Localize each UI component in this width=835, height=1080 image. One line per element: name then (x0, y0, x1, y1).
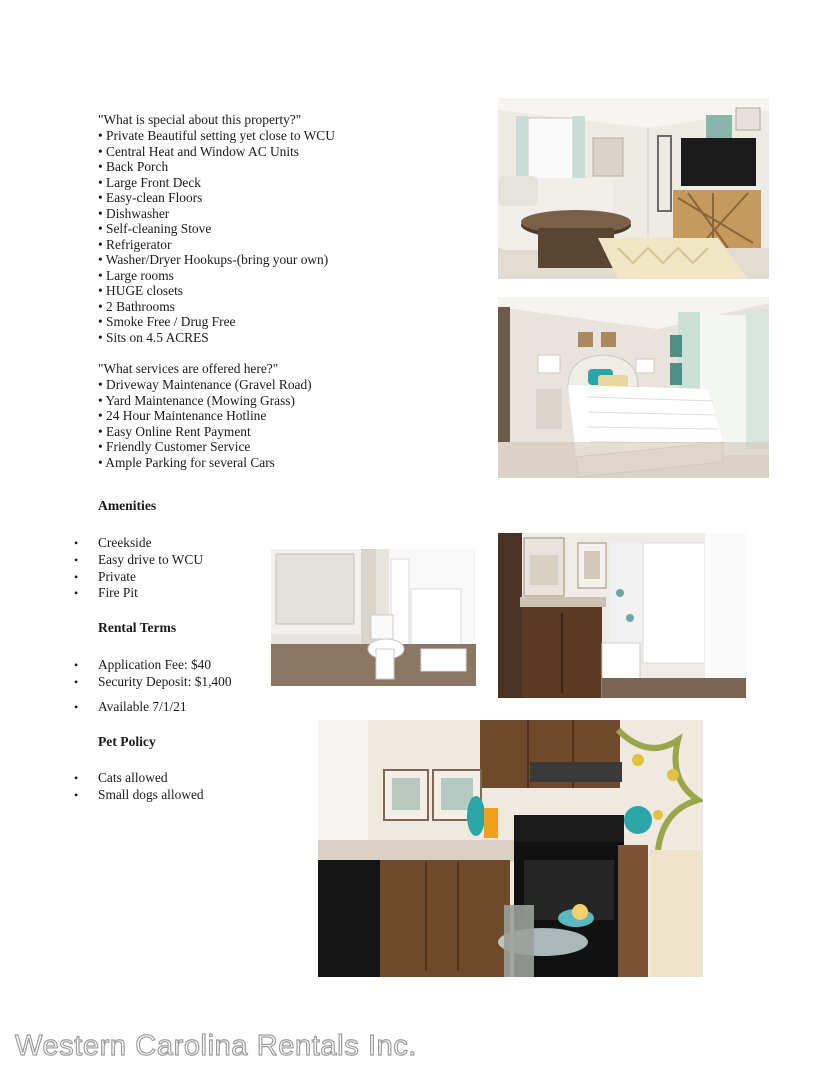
amenity-item: • Creekside (98, 535, 203, 552)
watermark: Western Carolina Rentals Inc. (15, 1030, 418, 1062)
rental-terms-heading: Rental Terms (98, 620, 177, 635)
rental-terms-list (98, 657, 232, 691)
feature-line: • Back Porch (98, 159, 169, 174)
amenities-heading: Amenities (98, 498, 157, 513)
special-features-title: "What is special about this property?" (98, 112, 302, 127)
services-list (98, 377, 312, 470)
feature-line: • Easy-clean Floors (98, 190, 203, 205)
feature-line: • Refrigerator (98, 236, 172, 252)
services-title: "What services are offered here?" (98, 361, 279, 376)
feature-line: • Smoke Free / Drug Free (98, 314, 236, 329)
service-line: • Yard Maintenance (Mowing Grass) (98, 392, 295, 408)
feature-line: • Self-cleaning Stove (98, 221, 212, 236)
availability-list (98, 699, 187, 716)
pet-policy-list (98, 770, 204, 804)
service-line: • Ample Parking for several Cars (98, 454, 275, 470)
living-room-illustration (498, 98, 769, 279)
bedroom-photo (498, 297, 769, 478)
bathroom-photo-1 (271, 549, 476, 686)
bathroom-illustration-1 (271, 549, 476, 686)
feature-line: • Central Heat and Window AC Units (98, 143, 300, 159)
bathroom-photo-2 (498, 533, 746, 698)
feature-line: • HUGE closets (98, 283, 184, 298)
feature-line: • Washer/Dryer Hookups-(bring your own) (98, 252, 329, 267)
rental-term-item: • Application Fee: $40 (98, 657, 232, 674)
pet-policy-heading: Pet Policy (98, 734, 156, 749)
feature-line: • Sits on 4.5 ACRES (98, 329, 209, 345)
availability-item: • Available 7/1/21 (98, 699, 187, 716)
bedroom-illustration (498, 297, 769, 478)
amenities-list (98, 535, 203, 602)
service-line: • Easy Online Rent Payment (98, 423, 251, 439)
service-line: • Driveway Maintenance (Gravel Road) (98, 377, 312, 392)
feature-line: • 2 Bathrooms (98, 298, 175, 314)
service-line: • Friendly Customer Service (98, 439, 251, 454)
kitchen-photo (318, 720, 703, 977)
service-line: • 24 Hour Maintenance Hotline (98, 408, 267, 423)
amenity-item: • Fire Pit (98, 585, 203, 602)
feature-line: • Dishwasher (98, 205, 170, 221)
pet-policy-item: • Small dogs allowed (98, 787, 204, 804)
feature-line: • Private Beautiful setting yet close to WCU (98, 128, 335, 143)
bathroom-illustration-2 (498, 533, 746, 698)
amenity-item: • Easy drive to WCU (98, 552, 203, 569)
feature-line: • Large rooms (98, 267, 174, 283)
living-room-photo (498, 98, 769, 279)
kitchen-illustration (318, 720, 703, 977)
special-features-list (98, 128, 335, 345)
pet-policy-item: • Cats allowed (98, 770, 204, 787)
rental-term-item: • Security Deposit: $1,400 (98, 674, 232, 691)
feature-line: • Large Front Deck (98, 174, 201, 190)
amenity-item: • Private (98, 569, 203, 586)
